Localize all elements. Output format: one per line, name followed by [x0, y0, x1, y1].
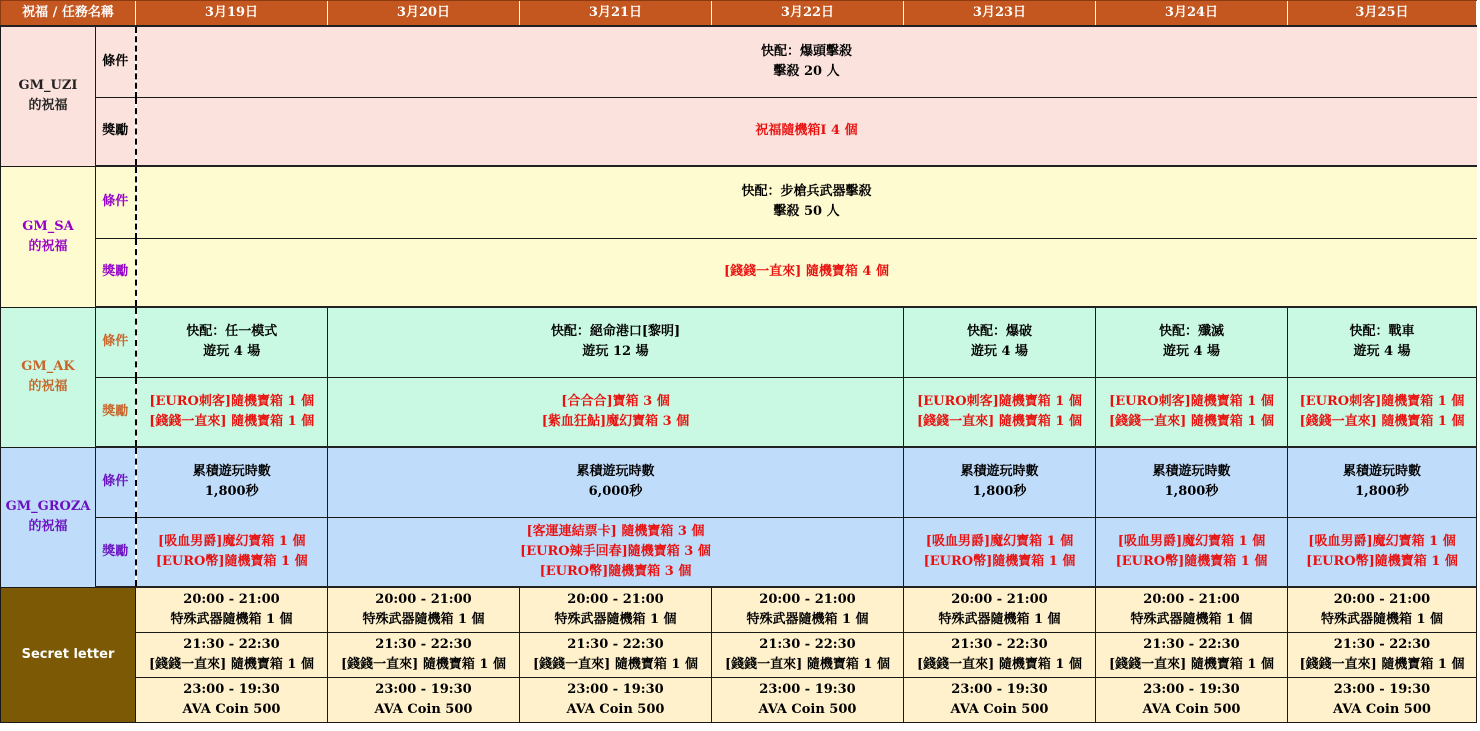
secret-slot [136, 587, 328, 633]
reward-line-2: [EURO幣]隨機寶箱 1 個 [155, 553, 308, 569]
slot-time: 20:00 - 21:00 [567, 592, 664, 607]
slot-time: 20:00 - 21:00 [759, 592, 856, 607]
sa-reward: [錢錢一直來] 隨機寶箱 4 個 [136, 238, 1477, 307]
header-date: 3月22日 [712, 1, 904, 27]
reward-line-1: [吸血男爵]魔幻寶箱 1 個 [925, 533, 1074, 549]
group-name: GM_GROZA [5, 499, 91, 514]
condition-line-1: 快配：戰車 [1349, 324, 1415, 340]
ak-reward-cell [328, 377, 904, 447]
groza-reward-cell [904, 517, 1096, 587]
ak-reward-row [1, 377, 1477, 447]
slot-item: AVA Coin 500 [566, 702, 665, 717]
secret-slot [712, 587, 904, 633]
slot-item: AVA Coin 500 [758, 702, 857, 717]
groza-condition-cell [1288, 447, 1477, 517]
slot-item: 特殊武器隨機箱 1 個 [746, 612, 869, 627]
slot-time: 20:00 - 21:00 [183, 592, 280, 607]
condition-line-1: 快配：步槍兵武器擊殺 [741, 184, 872, 200]
slot-item: [錢錢一直來] 隨機寶箱 1 個 [1299, 657, 1465, 672]
secret-slot [1096, 587, 1288, 633]
slot-time: 23:00 - 19:30 [375, 682, 472, 697]
slot-time: 21:30 - 22:30 [567, 637, 664, 652]
condition-line-1: 累積遊玩時數 [1152, 464, 1231, 480]
condition-line-1: 快配：爆頭擊殺 [760, 43, 852, 59]
reward-line-1: [EURO刺客]隨機寶箱 1 個 [1299, 393, 1465, 409]
secret-slot [328, 633, 520, 678]
sa-reward-row [1, 238, 1477, 307]
header-first-cell: 祝福 / 任務名稱 [1, 1, 136, 27]
group-suffix: 的祝福 [28, 519, 68, 534]
header-date: 3月20日 [328, 1, 520, 27]
condition-line-2: 1,800秒 [972, 484, 1027, 500]
condition-line-2: 6,000秒 [588, 484, 643, 500]
reward-line-2: [EURO辣手回春]隨機寶箱 3 個 [520, 543, 711, 559]
secret-slot [904, 678, 1096, 723]
slot-time: 21:30 - 22:30 [1143, 637, 1240, 652]
reward-line-3: [EURO幣]隨機寶箱 3 個 [539, 563, 692, 579]
secret-slot [1096, 633, 1288, 678]
slot-time: 23:00 - 19:30 [1333, 682, 1431, 697]
slot-item: 特殊武器隨機箱 1 個 [1130, 612, 1253, 627]
slot-time: 23:00 - 19:30 [567, 682, 664, 697]
reward-line-2: [EURO幣]隨機寶箱 1 個 [923, 553, 1076, 569]
secret-row-2 [1, 633, 1477, 678]
condition-line-1: 累積遊玩時數 [1342, 464, 1421, 480]
condition-label: 條件 [96, 307, 136, 377]
condition-line-2: 擊殺 50 人 [773, 204, 840, 220]
secret-slot [520, 678, 712, 723]
reward-label: 獎勵 [96, 517, 136, 587]
slot-item: AVA Coin 500 [950, 702, 1049, 717]
secret-row-3 [1, 678, 1477, 723]
header-date: 3月24日 [1096, 1, 1288, 27]
secret-slot [1288, 633, 1477, 678]
slot-time: 23:00 - 19:30 [1143, 682, 1240, 697]
slot-item: AVA Coin 500 [182, 702, 281, 717]
uzi-condition [136, 26, 1477, 97]
slot-time: 23:00 - 19:30 [183, 682, 280, 697]
ak-reward-cell [904, 377, 1096, 447]
secret-slot [520, 633, 712, 678]
sa-condition-row [1, 166, 1477, 238]
groza-condition-row [1, 447, 1477, 517]
sa-condition [136, 166, 1477, 238]
slot-item: 特殊武器隨機箱 1 個 [938, 612, 1061, 627]
groza-reward-cell [136, 517, 328, 587]
slot-time: 21:30 - 22:30 [1333, 637, 1431, 652]
reward-line-1: [EURO刺客]隨機寶箱 1 個 [917, 393, 1082, 409]
condition-line-1: 快配：殲滅 [1158, 324, 1224, 340]
reward-line-2: [EURO幣]隨機寶箱 1 個 [1115, 553, 1268, 569]
secret-slot [904, 633, 1096, 678]
secret-slot [136, 633, 328, 678]
secret-slot [520, 587, 712, 633]
secret-slot [712, 678, 904, 723]
groza-condition-cell [328, 447, 904, 517]
group-label-groza [1, 447, 96, 587]
reward-label: 獎勵 [96, 97, 136, 166]
group-label-ak [1, 307, 96, 447]
condition-line-2: 遊玩 4 場 [970, 344, 1029, 360]
reward-line-1: [吸血男爵]魔幻寶箱 1 個 [158, 533, 306, 549]
groza-condition-cell [1096, 447, 1288, 517]
reward-line-2: [錢錢一直來] 隨機寶箱 1 個 [1109, 413, 1274, 429]
reward-line-1: [吸血男爵]魔幻寶箱 1 個 [1117, 533, 1266, 549]
reward-line-1: [EURO刺客]隨機寶箱 1 個 [1109, 393, 1274, 409]
reward-label: 獎勵 [96, 238, 136, 307]
slot-time: 21:30 - 22:30 [375, 637, 472, 652]
ak-reward-cell [1096, 377, 1288, 447]
slot-item: 特殊武器隨機箱 1 個 [1320, 612, 1444, 627]
header-date: 3月25日 [1288, 1, 1477, 27]
reward-line-1: [吸血男爵]魔幻寶箱 1 個 [1308, 533, 1456, 549]
slot-time: 21:30 - 22:30 [951, 637, 1048, 652]
header-date: 3月21日 [520, 1, 712, 27]
slot-item: [錢錢一直來] 隨機寶箱 1 個 [341, 657, 506, 672]
reward-line-1: [客運連結票卡] 隨機寶箱 3 個 [526, 523, 705, 539]
groza-reward-cell [328, 517, 904, 587]
secret-row-1 [1, 587, 1477, 633]
groza-reward-cell [1096, 517, 1288, 587]
group-suffix: 的祝福 [28, 98, 68, 114]
ak-condition-cell [904, 307, 1096, 377]
groza-reward-cell [1288, 517, 1477, 587]
reward-line-1: [EURO刺客]隨機寶箱 1 個 [149, 393, 315, 409]
header-row [1, 1, 1477, 27]
slot-time: 20:00 - 21:00 [1333, 592, 1431, 607]
group-suffix: 的祝福 [28, 379, 68, 394]
slot-item: AVA Coin 500 [1333, 702, 1431, 717]
slot-item: 特殊武器隨機箱 1 個 [362, 612, 485, 627]
secret-slot [904, 587, 1096, 633]
ak-condition-cell [1096, 307, 1288, 377]
condition-label: 條件 [96, 447, 136, 517]
condition-label: 條件 [96, 166, 136, 238]
condition-line-1: 累積遊玩時數 [960, 464, 1039, 480]
condition-line-2: 遊玩 4 場 [1162, 344, 1221, 360]
slot-time: 23:00 - 19:30 [951, 682, 1048, 697]
slot-item: 特殊武器隨機箱 1 個 [554, 612, 677, 627]
uzi-reward: 祝福隨機箱I 4 個 [136, 97, 1477, 166]
reward-line-1: [合合合]寶箱 3 個 [561, 393, 670, 409]
secret-slot [1096, 678, 1288, 723]
slot-item: [錢錢一直來] 隨機寶箱 1 個 [725, 657, 890, 672]
uzi-condition-row [1, 26, 1477, 97]
slot-time: 20:00 - 21:00 [1143, 592, 1240, 607]
reward-line-2: [錢錢一直來] 隨機寶箱 1 個 [917, 413, 1082, 429]
slot-item: [錢錢一直來] 隨機寶箱 1 個 [1109, 657, 1274, 672]
secret-slot [136, 678, 328, 723]
slot-item: [錢錢一直來] 隨機寶箱 1 個 [533, 657, 698, 672]
groza-reward-row [1, 517, 1477, 587]
slot-item: [錢錢一直來] 隨機寶箱 1 個 [149, 657, 314, 672]
slot-item: AVA Coin 500 [374, 702, 473, 717]
slot-time: 20:00 - 21:00 [951, 592, 1048, 607]
secret-slot [1288, 678, 1477, 723]
uzi-reward-row [1, 97, 1477, 166]
groza-condition-cell [136, 447, 328, 517]
group-suffix: 的祝福 [28, 238, 68, 254]
ak-reward-cell [136, 377, 328, 447]
slot-item: AVA Coin 500 [1142, 702, 1241, 717]
condition-line-2: 遊玩 4 場 [203, 344, 261, 360]
condition-line-2: 遊玩 4 場 [1353, 344, 1411, 360]
secret-slot [712, 633, 904, 678]
ak-condition-row [1, 307, 1477, 377]
condition-line-1: 快配：任一模式 [186, 324, 278, 340]
header-date: 3月19日 [136, 1, 328, 27]
header-date: 3月23日 [904, 1, 1096, 27]
slot-item: 特殊武器隨機箱 1 個 [170, 612, 293, 627]
slot-time: 21:30 - 22:30 [183, 637, 280, 652]
slot-item: [錢錢一直來] 隨機寶箱 1 個 [917, 657, 1082, 672]
secret-letter-label: Secret letter [1, 587, 136, 723]
secret-slot [328, 587, 520, 633]
ak-condition-cell [1288, 307, 1477, 377]
group-name: GM_SA [22, 218, 74, 234]
reward-label: 獎勵 [96, 377, 136, 447]
reward-line-2: [錢錢一直來] 隨機寶箱 1 個 [1299, 413, 1465, 429]
condition-line-2: 1,800秒 [204, 484, 259, 500]
condition-line-2: 遊玩 12 場 [582, 344, 649, 360]
reward-line-2: [紫血狂鮎]魔幻寶箱 3 個 [541, 413, 690, 429]
group-label-sa [1, 166, 96, 307]
condition-line-2: 1,800秒 [1164, 484, 1219, 500]
group-label-uzi [1, 26, 96, 166]
reward-line-2: [錢錢一直來] 隨機寶箱 1 個 [149, 413, 315, 429]
condition-line-1: 快配：絕命港口[黎明] [550, 324, 681, 340]
condition-line-1: 累積遊玩時數 [576, 464, 655, 480]
groza-condition-cell [904, 447, 1096, 517]
condition-line-1: 累積遊玩時數 [192, 464, 271, 480]
condition-line-2: 擊殺 20 人 [773, 63, 840, 79]
ak-condition-cell [328, 307, 904, 377]
ak-reward-cell [1288, 377, 1477, 447]
condition-line-1: 快配：爆破 [966, 324, 1032, 340]
secret-slot [1288, 587, 1477, 633]
group-name: GM_UZI [18, 78, 78, 94]
secret-slot [328, 678, 520, 723]
ak-condition-cell [136, 307, 328, 377]
slot-time: 21:30 - 22:30 [759, 637, 856, 652]
condition-line-2: 1,800秒 [1355, 484, 1409, 500]
slot-time: 20:00 - 21:00 [375, 592, 472, 607]
reward-line-2: [EURO幣]隨機寶箱 1 個 [1306, 553, 1458, 569]
group-name: GM_AK [21, 359, 75, 374]
slot-time: 23:00 - 19:30 [759, 682, 856, 697]
condition-label: 條件 [96, 26, 136, 97]
